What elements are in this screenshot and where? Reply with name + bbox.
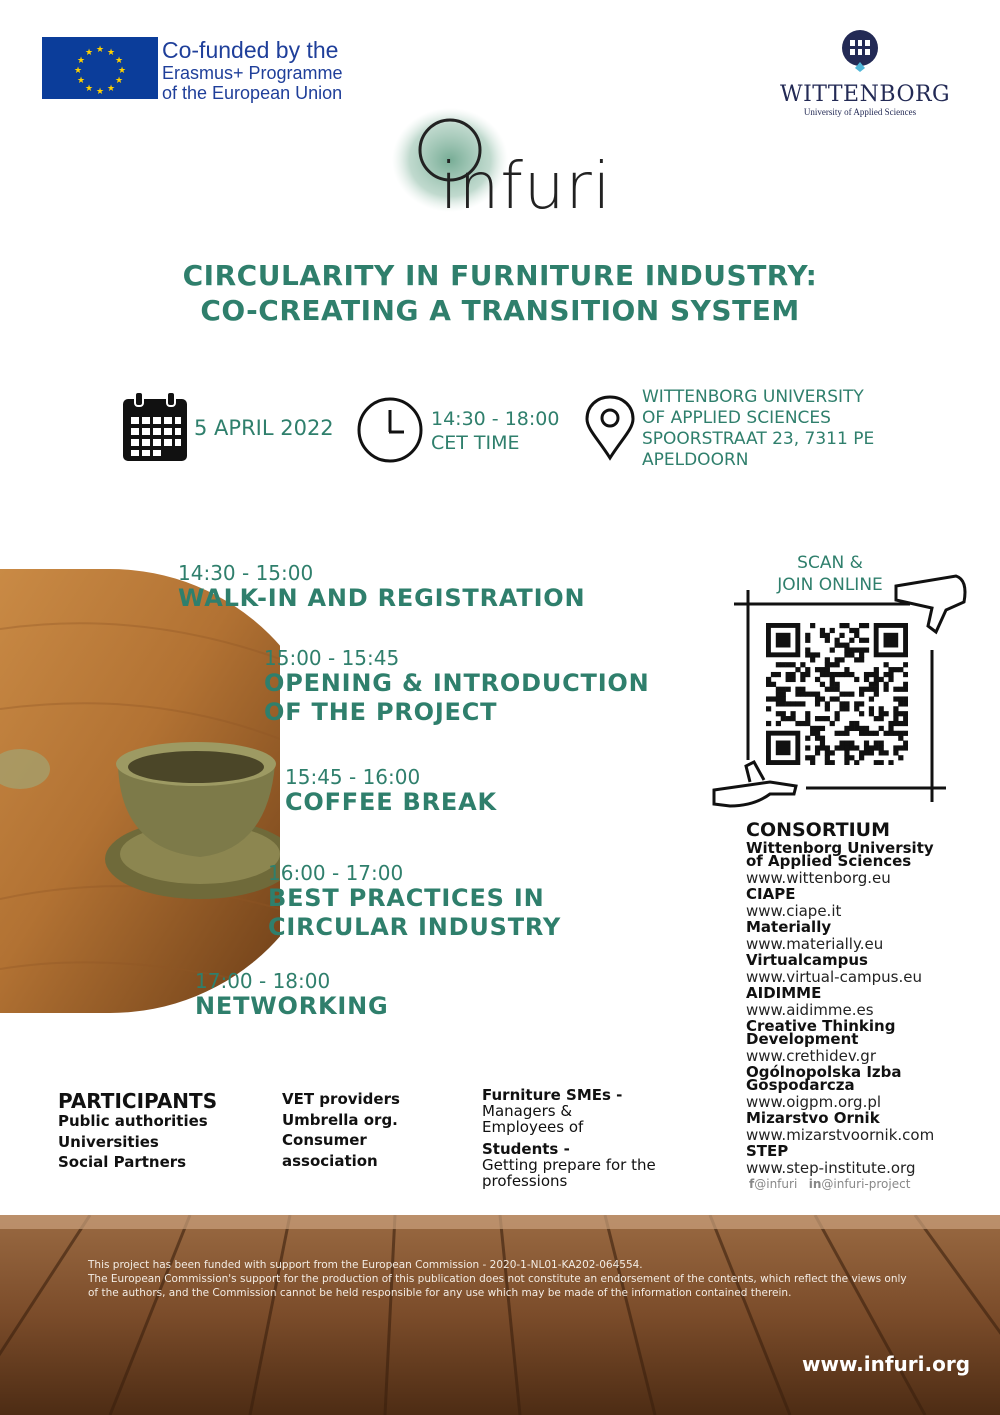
funding-disclaimer bbox=[88, 1258, 918, 1300]
eu-line-1: Co-funded by the bbox=[162, 37, 339, 63]
member-name: Creative Thinking bbox=[746, 1017, 896, 1035]
participant-group: VET providers bbox=[282, 1090, 400, 1108]
member-url[interactable]: www.crethidev.gr bbox=[746, 1047, 876, 1065]
wittenborg-subtitle: University of Applied Sciences bbox=[803, 107, 917, 117]
scan-line-2: JOIN ONLINE bbox=[777, 575, 883, 595]
member-name: STEP bbox=[746, 1142, 789, 1160]
member-url[interactable]: www.wittenborg.eu bbox=[746, 869, 891, 887]
participant-group: association bbox=[282, 1151, 378, 1170]
participant-group: Public authorities bbox=[58, 1112, 208, 1130]
eu-flag-logo bbox=[42, 37, 158, 99]
eu-line-2: Erasmus+ Programme bbox=[162, 63, 343, 83]
agenda-time: 15:45 - 16:00 bbox=[285, 765, 421, 789]
location-line-2: OF APPLIED SCIENCES bbox=[642, 408, 831, 428]
consortium-member bbox=[746, 984, 986, 1020]
member-url[interactable]: www.materially.eu bbox=[746, 935, 884, 953]
consortium-member bbox=[746, 1063, 986, 1112]
website-link[interactable]: www.infuri.org bbox=[802, 1352, 971, 1376]
agenda-title: BEST PRACTICES IN bbox=[268, 884, 545, 912]
svg-text:★: ★ bbox=[106, 84, 116, 94]
wittenborg-crest-icon bbox=[838, 28, 882, 72]
agenda-item bbox=[285, 766, 497, 817]
agenda-title: NETWORKING bbox=[195, 992, 389, 1020]
event-time bbox=[431, 407, 559, 455]
svg-text:★: ★ bbox=[106, 48, 116, 58]
participant-group-desc-line-2: professions bbox=[482, 1172, 568, 1190]
eu-cofunded-text bbox=[162, 38, 402, 103]
consortium-member bbox=[746, 839, 986, 888]
consortium-members bbox=[746, 839, 986, 1178]
member-name: Virtualcampus bbox=[746, 951, 868, 969]
participant-group: Consumer bbox=[282, 1131, 367, 1149]
agenda-item bbox=[195, 970, 389, 1021]
participants-column-2 bbox=[282, 1089, 400, 1171]
disclaimer-line-1: This project has been funded with support from the European Commission - 2020-1-NL01-KA202-064554. bbox=[88, 1259, 643, 1271]
location-line-1: WITTENBORG UNIVERSITY bbox=[642, 387, 864, 407]
linkedin-handle[interactable]: @infuri-project bbox=[821, 1177, 911, 1191]
scan-line-1: SCAN & bbox=[797, 553, 863, 573]
member-name: Mizarstvo Ornik bbox=[746, 1109, 880, 1127]
member-name: AIDIMME bbox=[746, 984, 822, 1002]
consortium-member bbox=[746, 885, 986, 921]
consortium-member bbox=[746, 951, 986, 987]
member-name: Wittenborg University bbox=[746, 839, 934, 857]
location-line-4: APELDOORN bbox=[642, 450, 749, 470]
agenda-item bbox=[268, 862, 561, 942]
participant-group-title: Furniture SMEs - bbox=[482, 1086, 623, 1104]
member-name-line-2: of Applied Sciences bbox=[746, 852, 912, 870]
member-name: Materially bbox=[746, 918, 832, 936]
member-name-line-2: Gospodarcza bbox=[746, 1076, 855, 1094]
wittenborg-name: WITTENBORG bbox=[780, 82, 951, 107]
member-url[interactable]: www.virtual-campus.eu bbox=[746, 968, 922, 986]
participants-title: PARTICIPANTS bbox=[58, 1089, 218, 1113]
svg-text:★: ★ bbox=[76, 56, 86, 66]
participant-group bbox=[482, 1087, 702, 1135]
qr-code-image bbox=[766, 623, 908, 765]
agenda-title: COFFEE BREAK bbox=[285, 788, 497, 816]
member-name: CIAPE bbox=[746, 885, 796, 903]
svg-text:★: ★ bbox=[73, 66, 83, 76]
event-location bbox=[642, 387, 942, 471]
participants-column-1 bbox=[58, 1111, 208, 1173]
agenda-title-line-2: OF THE PROJECT bbox=[264, 698, 498, 726]
event-date: 5 APRIL 2022 bbox=[194, 416, 334, 440]
event-time-range: 14:30 - 18:00 bbox=[431, 408, 560, 430]
disclaimer-line-2: The European Commission's support for the production of this publication does not constitute an endorsement of the contents, which reflect the views only of the authors, and the Commission cannot be held responsible for any use which may be made of the information contained therein. bbox=[88, 1273, 907, 1299]
consortium-title: CONSORTIUM bbox=[746, 819, 890, 841]
agenda-title: WALK-IN AND REGISTRATION bbox=[178, 584, 586, 612]
consortium-member bbox=[746, 1142, 986, 1178]
calendar-icon bbox=[121, 391, 189, 463]
participant-group: Umbrella org. bbox=[282, 1110, 398, 1129]
participant-group-desc: Getting prepare for the bbox=[482, 1156, 656, 1174]
agenda-title-line-2: CIRCULAR INDUSTRY bbox=[268, 913, 562, 941]
member-name-line-2: Development bbox=[746, 1030, 859, 1048]
consortium-member bbox=[746, 1017, 986, 1066]
facebook-handle[interactable]: @infuri bbox=[754, 1177, 798, 1191]
wittenborg-logo bbox=[780, 28, 951, 117]
title-line-2: CO-CREATING A TRANSITION SYSTEM bbox=[200, 294, 800, 327]
svg-text:★: ★ bbox=[84, 48, 94, 58]
agenda-title: OPENING & INTRODUCTION bbox=[264, 669, 650, 697]
linkedin-icon: in bbox=[808, 1177, 822, 1191]
agenda-time: 16:00 - 17:00 bbox=[268, 861, 404, 885]
eu-line-3: of the European Union bbox=[162, 83, 343, 103]
member-url[interactable]: www.step-institute.org bbox=[746, 1159, 916, 1177]
participant-group-title: Students - bbox=[482, 1140, 570, 1158]
eu-stars-icon bbox=[42, 37, 158, 99]
svg-text:★: ★ bbox=[114, 56, 124, 66]
svg-text:★: ★ bbox=[76, 76, 86, 86]
agenda-time: 14:30 - 15:00 bbox=[178, 561, 314, 585]
consortium-list bbox=[746, 818, 986, 1178]
member-url[interactable]: www.ciape.it bbox=[746, 902, 842, 920]
member-url[interactable]: www.aidimme.es bbox=[746, 1001, 874, 1019]
title-line-1: CIRCULARITY IN FURNITURE INDUSTRY: bbox=[182, 259, 818, 292]
member-url[interactable]: www.mizarstvoornik.com bbox=[746, 1126, 935, 1144]
event-timezone: CET TIME bbox=[431, 432, 520, 454]
participant-group-desc-line-2: Employees of bbox=[482, 1118, 584, 1136]
coffee-cup-photo bbox=[0, 569, 280, 1014]
wood-floor-background bbox=[0, 1215, 1000, 1415]
member-url[interactable]: www.oigpm.org.pl bbox=[746, 1093, 882, 1111]
facebook-icon: f bbox=[749, 1177, 755, 1191]
svg-text:★: ★ bbox=[117, 66, 127, 76]
event-title bbox=[0, 258, 1000, 328]
agenda-item bbox=[178, 562, 585, 613]
svg-text:★: ★ bbox=[84, 84, 94, 94]
participants-column-3 bbox=[482, 1087, 702, 1189]
participant-group: Universities bbox=[58, 1132, 159, 1151]
qr-code[interactable] bbox=[766, 623, 908, 765]
member-name: Ogólnopolska Izba bbox=[746, 1063, 902, 1081]
social-links bbox=[749, 1177, 910, 1191]
consortium-member bbox=[746, 918, 986, 954]
participant-group: Social Partners bbox=[58, 1153, 187, 1171]
infuri-wordmark: infuri bbox=[440, 150, 612, 224]
participant-group-desc: Managers & bbox=[482, 1102, 573, 1120]
svg-text:★: ★ bbox=[95, 87, 105, 97]
consortium-member bbox=[746, 1109, 986, 1145]
agenda-item bbox=[264, 647, 650, 727]
agenda-time: 15:00 - 15:45 bbox=[264, 646, 400, 670]
location-line-3: SPOORSTRAAT 23, 7311 PE bbox=[642, 429, 875, 449]
agenda-time: 17:00 - 18:00 bbox=[195, 969, 331, 993]
clock-icon bbox=[356, 396, 424, 464]
location-pin-icon bbox=[584, 395, 636, 461]
participant-group bbox=[482, 1141, 702, 1189]
svg-text:★: ★ bbox=[114, 76, 124, 86]
svg-text:★: ★ bbox=[95, 45, 105, 55]
